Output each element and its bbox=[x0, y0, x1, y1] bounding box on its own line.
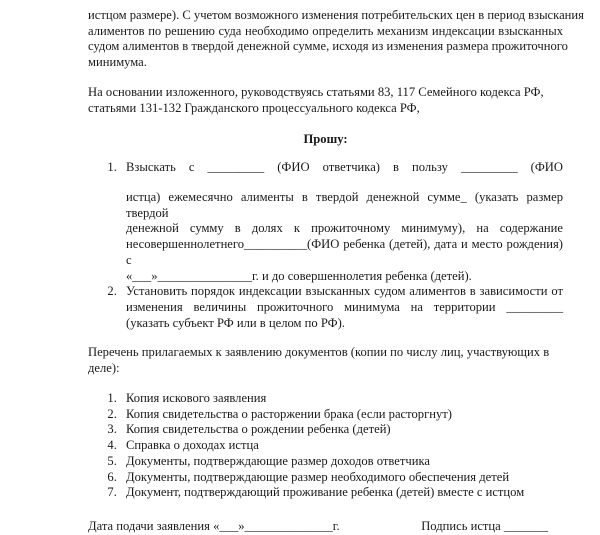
request-title: Прошу: bbox=[303, 132, 348, 147]
document-item: 1. Копия искового заявления bbox=[120, 391, 563, 407]
basis-line: На основании изложенного, руководствуясь статьями 83, 117 Семейного кодекса РФ, bbox=[88, 84, 544, 99]
footer bbox=[88, 519, 563, 535]
legal-basis-paragraph bbox=[88, 85, 563, 116]
request-line: (указать субъект РФ или в целом по РФ). bbox=[126, 315, 345, 330]
intro-paragraph bbox=[88, 0, 584, 71]
request-line: денежной сумму в долях к прожиточному минимуму), на содержание bbox=[126, 221, 563, 236]
request-line: изменения величины прожиточного минимума на территории _________ bbox=[126, 300, 563, 315]
document-item: 6. Документы, подтверждающие размер необходимого обеспечения детей bbox=[120, 470, 563, 486]
request-list bbox=[88, 160, 563, 331]
documents-list bbox=[88, 391, 563, 501]
intro-line: истцом размере). С учетом возможного изменения потребительских цен в период взыскания bbox=[88, 8, 584, 22]
intro-line: минимума. bbox=[88, 55, 147, 70]
document-item: 7. Документ, подтверждающий проживание ребенка (детей) вместе с истцом bbox=[120, 485, 563, 501]
document-item: 3. Копия свидетельства о рождении ребенка (детей) bbox=[120, 422, 563, 438]
intro-line: алиментов по решению суда необходимо определить механизм индексации взысканных bbox=[88, 23, 563, 38]
request-line: несовершеннолетнего__________(ФИО ребенка (детей), дата и место рождения) с bbox=[126, 237, 563, 267]
request-line: 2. Установить порядок индексации взысканных судом алиментов в зависимости от bbox=[126, 284, 563, 299]
request-item-1 bbox=[120, 160, 563, 284]
request-item-1-body bbox=[126, 190, 563, 284]
request-item-1-head: 1. Взыскать с _________ (ФИО ответчика) в пользу _________ (ФИО bbox=[126, 160, 563, 175]
intro-line: судом алиментов в твердой денежной сумме, исходя из изменения размера прожиточного bbox=[88, 39, 568, 54]
document-item: 5. Документы, подтверждающие размер доходов ответчика bbox=[120, 454, 563, 470]
plaintiff-signature: Подпись истца _______ bbox=[421, 519, 548, 534]
document-item: 2. Копия свидетельства о расторжении брака (если расторгнут) bbox=[120, 407, 563, 423]
request-line: истца) ежемесячно алименты в твердой денежной сумме_ (указать размер твердой bbox=[126, 189, 563, 220]
filing-date: Дата подачи заявления «___»______________г. bbox=[88, 519, 340, 534]
document-item: 4. Справка о доходах истца bbox=[120, 438, 563, 454]
request-item-2 bbox=[120, 284, 563, 331]
request-line: «___»_______________г. и до совершеннолетия ребенка (детей). bbox=[126, 268, 472, 283]
documents-heading: Перечень прилагаемых к заявлению документов (копии по числу лиц, участвующих в деле): bbox=[88, 345, 550, 376]
basis-line: статьями 131-132 Гражданского процессуального кодекса РФ, bbox=[88, 100, 420, 115]
